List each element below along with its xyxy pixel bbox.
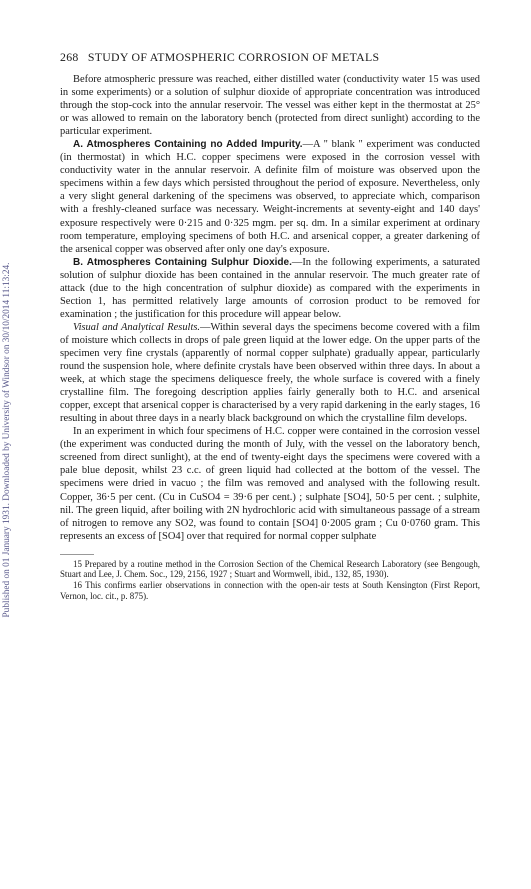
paragraph-5: In an experiment in which four specimens of H.C. copper were contained in the corrosion vessel (the experiment was conducted during the month of July, with the vessel on the laboratory bench, screened from direct sunlight), at the end of twenty-eight days the specimens were covered with a pale blue deposit, whilst 23 c.c. of green liquid had collected at the bottom of the vessel. The specimens were dried in vacuo ; the film was removed and analysed with the following result. Copper, 36·5 per cent. (Cu in CuSO4 = 39·6 per cent.) ; sulphate [SO4], 50·5 per cent. ; sulphite, nil. The green liquid, after boiling with 2N hydrochloric acid with simultaneous passage of a stream of nitrogen to remove any SO2, was found to contain [SO4] 0·2005 gram ; Cu 0·0760 gram. This represents an excess of [SO4] over that required for normal copper sulphate bbox=[60, 426, 480, 542]
running-title: STUDY OF ATMOSPHERIC CORROSION OF METALS bbox=[87, 50, 380, 64]
subsection-heading-visual: Visual and Analytical Results. bbox=[73, 321, 201, 333]
paragraph-4-text: —Within several days the specimens become covered with a film of moisture which collects in drops of pale green liquid at the lower edge. On the upper parts of the specimen very fine crystals (apparently of normal copper sulphate) gradually appear, particularly round the suspension hole, where definite crystals have been observed within three days. In about a week, at which stage the specimens deliquesce freely, the whole surface is covered with a finely crystalline film. The foregoing description applies fairly generally both to H.C. and arsenical copper, except that arsenical copper is characterised by a very rapid darkening in the early stages, 16 resulting in about three days in a nearly black background on which the crystalline film develops. bbox=[60, 321, 480, 425]
paragraph-4 bbox=[60, 321, 480, 425]
paragraph-1: Before atmospheric pressure was reached, either distilled water (conductivity water 15 was used in some experiments) or a solution of sulphur dioxide of appropriate concentration was introduced through the stop-cock into the annular reservoir. The vessel was either kept in the thermostat at 25° or was allowed to remain on the laboratory bench (protected from direct sunlight) according to the particular experiment. bbox=[60, 74, 480, 138]
download-notice-text: Published on 01 January 1931. Downloaded by University of Windsor on 30/10/2014 11:13:24. bbox=[2, 262, 12, 618]
paragraph-2 bbox=[60, 138, 480, 255]
paragraph-2-text: —A " blank " experiment was conducted (in thermostat) in which H.C. copper specimens were exposed in the corrosion vessel with conductivity water in the annular reservoir. A definite film of moisture was observed upon the specimens within a few days which persisted throughout the period of exposure. Nevertheless, only a very slight general darkening of the specimens was observed, to appreciate which, comparison with a freshly-cleaned surface was necessary. Weight-increments at seventy-eight and 140 days' exposure respectively were 0·215 and 0·325 mgm. per sq. dm. In a similar experiment at ordinary room temperature, employing specimens of both H.C. and arsenical copper, a greater darkening of the arsenical copper was observed after only one day's exposure. bbox=[60, 139, 481, 255]
section-heading-a: A. Atmospheres Containing no Added Impurity. bbox=[73, 139, 303, 151]
running-header bbox=[60, 50, 480, 65]
footnotes bbox=[60, 559, 480, 602]
paragraph-3 bbox=[60, 256, 480, 321]
download-watermark bbox=[2, 60, 16, 820]
journal-page bbox=[60, 50, 480, 602]
footnote-rule bbox=[60, 554, 94, 555]
section-heading-b: B. Atmospheres Containing Sulphur Dioxide. bbox=[73, 256, 292, 268]
paragraph-3-text: —In the following experiments, a saturated solution of sulphur dioxide has been contained in the annular reservoir. The much greater rate of attack (due to the high concentration of sulphur dioxide) as compared with the experiments in Section 1, has permitted relatively large amounts of corrosion product to be removed for examination ; the justification for this procedure will appear below. bbox=[60, 256, 480, 320]
footnote-15: 15 Prepared by a routine method in the Corrosion Section of the Chemical Research Laboratory (see Bengough, Stuart and Lee, J. Chem. Soc., 129, 2156, 1927 ; Stuart and Wormwell, ibid., 132, 85, 1930). bbox=[60, 558, 480, 580]
page-number: 268 bbox=[60, 50, 79, 64]
footnote-16: 16 This confirms earlier observations in connection with the open-air tests at South Kensington (First Report, Vernon, loc. cit., p. 875). bbox=[60, 580, 480, 601]
article-body bbox=[60, 73, 480, 543]
